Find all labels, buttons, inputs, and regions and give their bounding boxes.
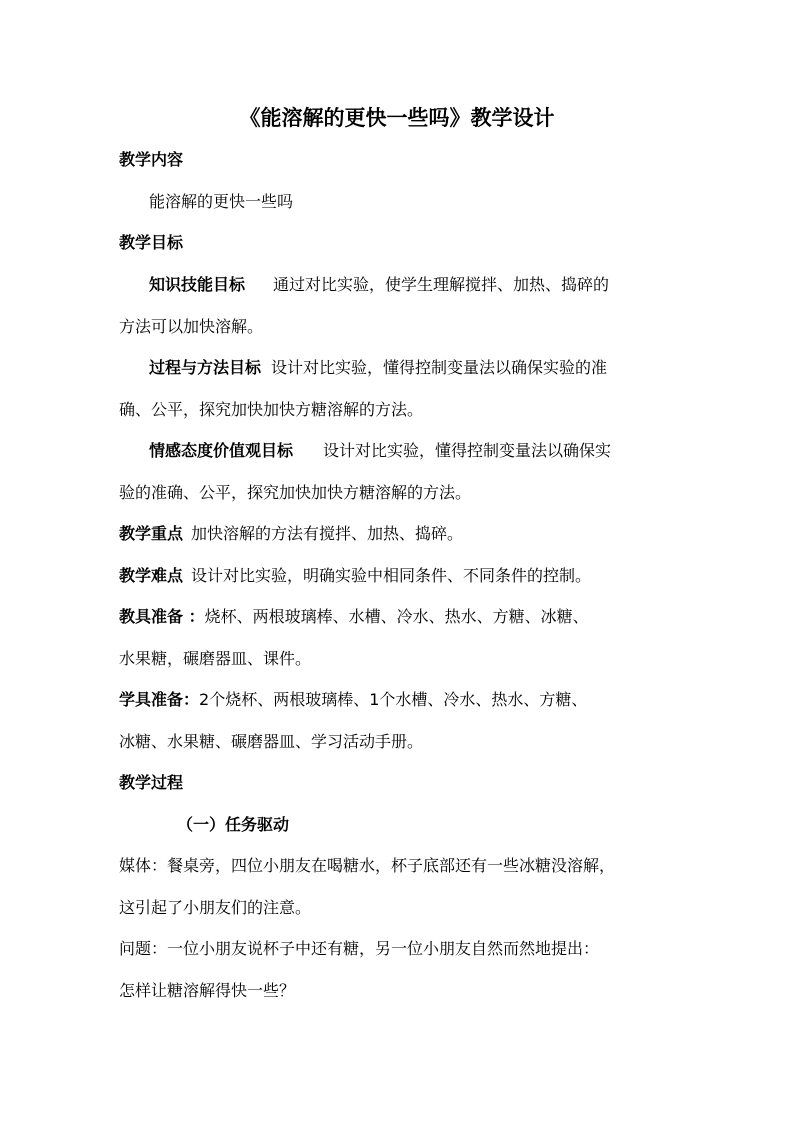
key-point-text: 加快溶解的方法有搅拌、加热、捣碎。 — [191, 524, 464, 543]
difficulty-label: 教学难点 — [119, 566, 184, 585]
goal3-line — [149, 441, 611, 461]
student-tools-label: 学具准备： — [119, 690, 200, 709]
goal1-label: 知识技能目标 — [149, 275, 246, 294]
teacher-tools-text: 烧杯、两根玻璃棒、水槽、冷水、热水、方糖、冰糖、 — [204, 607, 589, 626]
media-text-cont: 这引起了小朋友们的注意。 — [119, 898, 312, 917]
goal2-text: 设计对比实验，懂得控制变量法以确保实验的准 — [271, 358, 608, 377]
content-text: 能溶解的更快一些吗 — [149, 192, 294, 211]
goal1-text: 通过对比实验，使学生理解搅拌、加热、捣碎的 — [273, 275, 610, 294]
goal2-text-cont: 确、公平，探究加快加快方糖溶解的方法。 — [119, 400, 424, 419]
student-tools-text: 2个烧杯、两根玻璃棒、1个水槽、冷水、热水、方糖、 — [199, 690, 588, 709]
content-heading: 教学内容 — [119, 150, 184, 169]
goal2-label: 过程与方法目标 — [149, 358, 262, 377]
goal3-label: 情感态度价值观目标 — [149, 441, 294, 460]
document-title: 《能溶解的更快一些吗》教学设计 — [239, 106, 555, 130]
difficulty-line — [119, 566, 591, 586]
goal1-text-cont: 方法可以加快溶解。 — [119, 317, 264, 336]
difficulty-text: 设计对比实验，明确实验中相同条件、不同条件的控制。 — [191, 566, 592, 585]
key-point-label: 教学重点 — [119, 524, 184, 543]
section1-heading: （一）任务驱动 — [177, 815, 290, 834]
key-point-line — [119, 524, 463, 544]
question-text-cont: 怎样让糖溶解得快一些？ — [119, 981, 296, 1000]
goal3-text-cont: 验的准确、公平，探究加快加快方糖溶解的方法。 — [119, 483, 472, 502]
goal3-text: 设计对比实验，懂得控制变量法以确保实 — [323, 441, 612, 460]
student-tools-line — [119, 690, 587, 710]
goal1-line — [149, 275, 609, 295]
student-tools-text-cont: 冰糖、水果糖、碾磨器皿、学习活动手册。 — [119, 732, 424, 751]
teacher-tools-line — [119, 607, 589, 627]
media-text: 媒体：餐桌旁，四位小朋友在喝糖水，杯子底部还有一些冰糖没溶解， — [119, 856, 616, 875]
goals-heading: 教学目标 — [119, 233, 184, 252]
teacher-tools-label: 教具准备 ： — [119, 607, 205, 626]
question-text: 问题：一位小朋友说杯子中还有糖，另一位小朋友自然而然地提出： — [119, 939, 600, 958]
teacher-tools-text-cont: 水果糖，碾磨器皿、课件。 — [119, 649, 312, 668]
process-heading: 教学过程 — [119, 773, 184, 792]
goal2-line — [149, 358, 607, 378]
